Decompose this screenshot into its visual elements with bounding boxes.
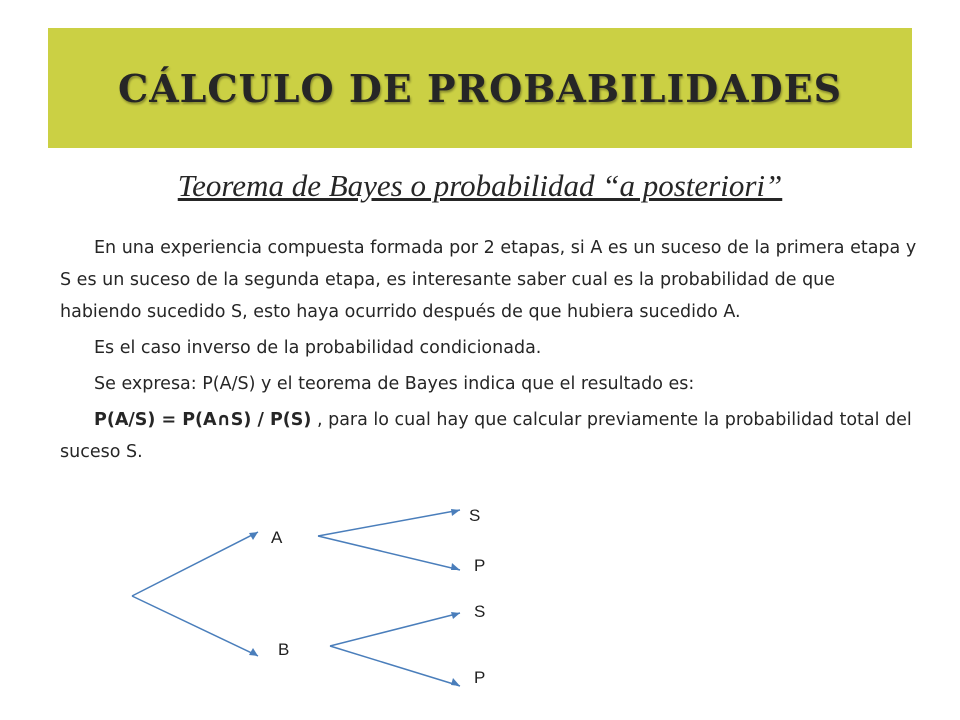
paragraph-expression: Se expresa: P(A/S) y el teorema de Bayes indica que el resultado es: xyxy=(94,374,695,394)
subtitle: Teorema de Bayes o probabilidad “a posteriori” xyxy=(177,168,783,203)
branch-b-p xyxy=(330,646,460,686)
branch-root-b xyxy=(132,596,258,656)
arrowhead-b-s xyxy=(451,612,460,619)
arrowhead-a-p xyxy=(451,563,460,570)
page-title: CÁLCULO DE PROBABILIDADES xyxy=(117,65,843,111)
node-label-b-s: S xyxy=(474,602,486,621)
branch-b-s xyxy=(330,613,460,646)
formula-explanation: , para lo cual hay que calcular previamente la probabilidad total del suceso S. xyxy=(60,410,912,462)
node-label-a: A xyxy=(271,528,283,547)
branch-root-a xyxy=(132,532,258,596)
node-label-b: B xyxy=(278,640,290,659)
paragraph-inverse: Es el caso inverso de la probabilidad condicionada. xyxy=(94,338,542,358)
bayes-formula: P(A/S) = P(A∩S) / P(S) xyxy=(94,410,312,430)
node-label-a-p: P xyxy=(474,556,486,575)
branch-a-s xyxy=(318,510,460,536)
arrowhead-a-s xyxy=(451,509,460,516)
node-label-a-s: S xyxy=(469,506,481,525)
paragraph-formula xyxy=(60,404,920,468)
probability-tree xyxy=(0,500,960,720)
body-text xyxy=(60,232,920,472)
node-label-b-p: P xyxy=(474,668,486,687)
title-banner xyxy=(48,28,912,148)
branch-a-p xyxy=(318,536,460,570)
arrowhead-b-p xyxy=(451,678,460,686)
paragraph-intro: En una experiencia compuesta formada por 2 etapas, si A es un suceso de la primera etapa y S es un suceso de la segunda etapa, es interesante saber cual es la probabilidad de que habiendo sucedido S, esto haya ocurrido después de que hubiera sucedido A. xyxy=(60,238,917,322)
